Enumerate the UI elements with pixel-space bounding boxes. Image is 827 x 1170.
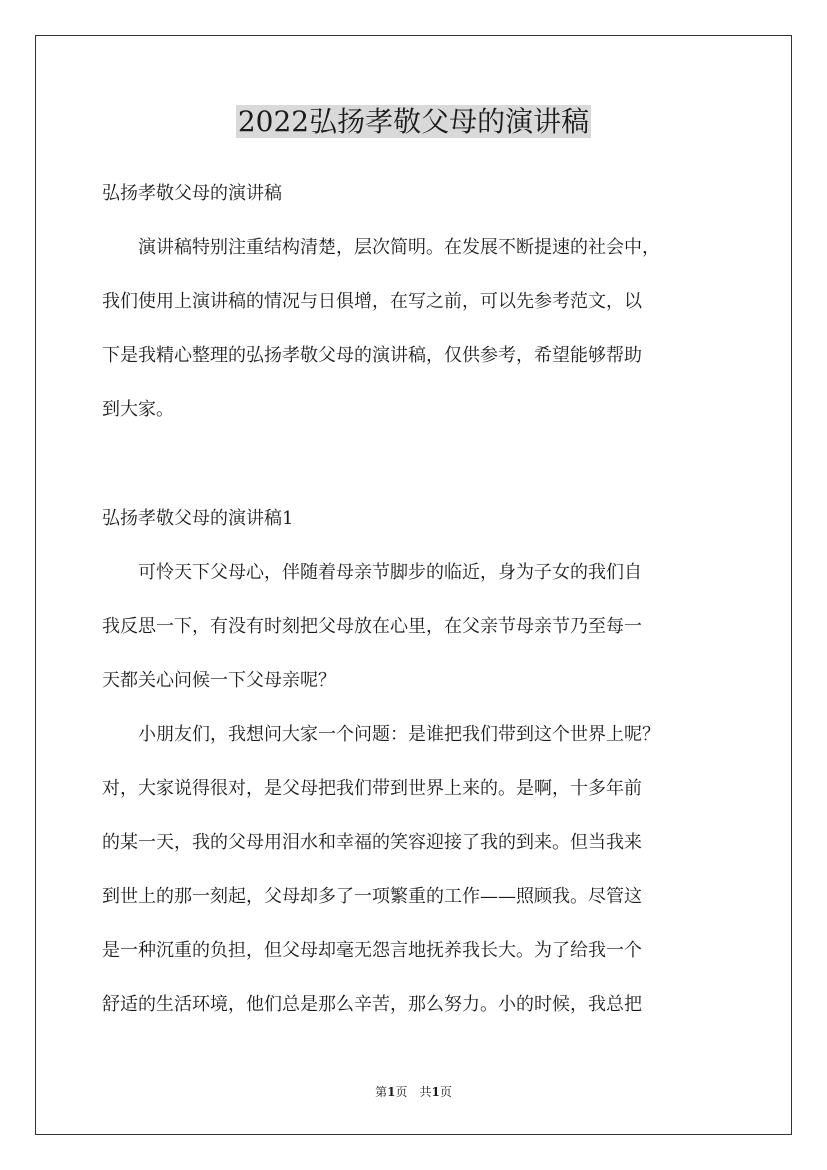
paragraph-line: 是一种沉重的负担，但父母却毫无怨言地抚养我长大。为了给我一个 xyxy=(102,940,642,961)
total-page-number: 1 xyxy=(431,1085,440,1099)
paragraph-line: 舒适的生活环境，他们总是那么辛苦，那么努力。小的时候，我总把 xyxy=(102,994,642,1015)
paragraph-line: 小朋友们，我想问大家一个问题：是谁把我们带到这个世界上呢？ xyxy=(102,724,660,745)
paragraph-line: 到大家。 xyxy=(102,399,174,420)
paragraph-line: 演讲稿特别注重结构清楚，层次简明。在发展不断提速的社会中， xyxy=(102,237,660,258)
paragraph-line: 可怜天下父母心，伴随着母亲节脚步的临近，身为子女的我们自 xyxy=(102,562,642,583)
paragraph-line: 我反思一下，有没有时刻把父母放在心里，在父亲节母亲节乃至每一 xyxy=(102,616,642,637)
section-heading: 弘扬孝敬父母的演讲稿 xyxy=(102,183,282,204)
page-number-footer: 第1页 共1页 xyxy=(375,1085,452,1099)
paragraph-line: 对，大家说得很对，是父母把我们带到世界上来的。是啊，十多年前 xyxy=(102,778,642,799)
current-page-number: 1 xyxy=(387,1085,396,1099)
paragraph-line: 下是我精心整理的弘扬孝敬父母的演讲稿，仅供参考，希望能够帮助 xyxy=(102,345,642,366)
paragraph-line: 我们使用上演讲稿的情况与日俱增，在写之前，可以先参考范文，以 xyxy=(102,291,642,312)
paragraph-line: 到世上的那一刻起，父母却多了一项繁重的工作——照顾我。尽管这 xyxy=(102,886,642,907)
paragraph-line: 天都关心问候一下父母亲呢？ xyxy=(102,670,336,691)
section-heading: 弘扬孝敬父母的演讲稿1 xyxy=(102,508,294,529)
paragraph-line: 的某一天，我的父母用泪水和幸福的笑容迎接了我的到来。但当我来 xyxy=(102,832,642,853)
document-title: 2022弘扬孝敬父母的演讲稿 xyxy=(237,105,590,138)
